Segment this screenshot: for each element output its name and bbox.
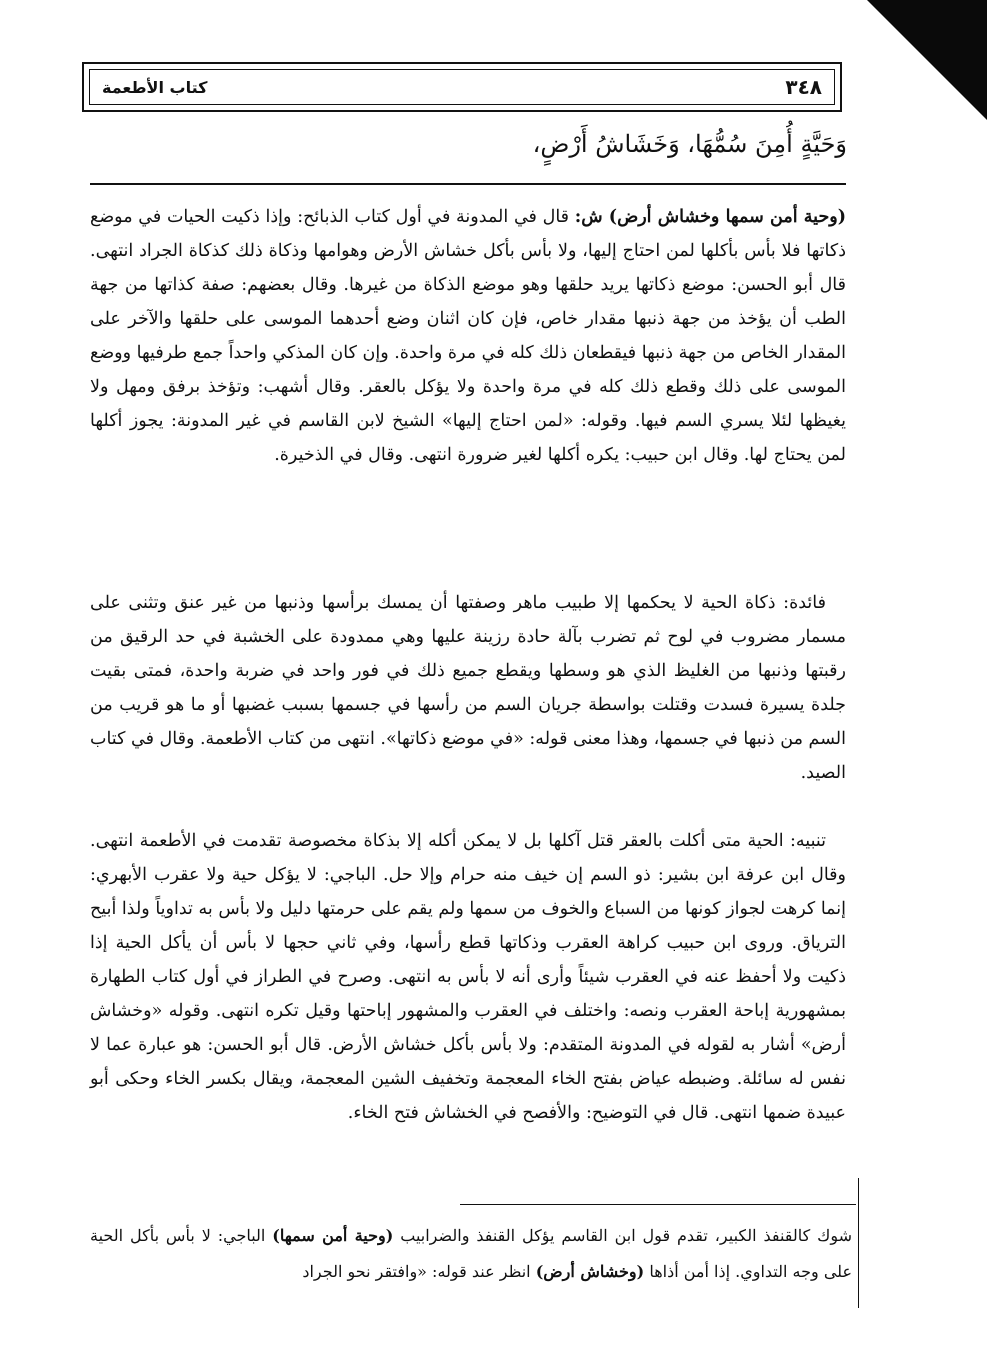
commentary-text: تنبيه: الحية متى أكلت بالعقر قتل آكلها بل لا يمكن أكله إلا بذكاة مخصوصة تقدمت في الأطعمة انتهى. وقال ابن عرفة ابن بشير: ذو السم إن خيف منه حرام وإلا حل. الباجي: لا يؤكل حية ولا عقرب الأبهري: إنما كرهت لجواز كونها من السباع والخوف من سمها ولم يقم على حرمتها دليل ولا بأس به تداوياً ولذا أبيح الترياق. وروى ابن حبيب كراهة العقرب وذكاتها قطع رأسها، وفي ثاني حجها لا بأس أن يأكل الحية إذا ذكيت ولا أحفظ عنه في العقرب شيئاً وأرى أنه لا بأس به انتهى. وصرح في الطراز في أول كتاب الطهارة بمشهورية إباحة العقرب ونصه: واختلف في العقرب والمشهور إباحتها وقيل تكره انتهى. وقوله «وخشاش أرض» أشار به لقوله في المدونة المتقدم: ولا بأس بأكل خشاش الأرض. قال أبو الحسن: هو عبارة عما لا نفس له سائلة. وضبطه عياض بفتح الخاء المعجمة وتخفيف الشين المعجمة، ويقال بكسر الخاء وحكى أبو عبيدة ضمها انتهى. قال في التوضيح: والأفصح في الخشاش فتح الخاء. [90, 831, 846, 1123]
footnote-divider [460, 1204, 856, 1205]
book-chapter-title: كتاب الأطعمة [102, 77, 208, 97]
corner-scan-mark [867, 0, 987, 120]
footnote-text: انظر عند قوله: «وافتقر نحو الجراد [302, 1262, 536, 1281]
matn-text: وَحَيَّةٍ أُمِنَ سُمُّهَا، وَخَشَاشُ أَرْضٍ، [532, 130, 847, 158]
footnote [90, 1218, 852, 1290]
page-header [82, 62, 842, 112]
commentary-paragraph-2 [90, 586, 846, 790]
commentary-text: قال في المدونة في أول كتاب الذبائح: وإذا ذكيت الحيات في موضع ذكاتها فلا بأس بأكلها لمن احتاج إليها، ولا بأس بأكل خشاش الأرض وهوامها وذكاة ذلك كذكاة الجراد انتهى. قال أبو الحسن: موضع ذكاتها يريد حلقها وهو موضع الذكاة من غيرها. وقال بعضهم: صفة كذاتها من جهة الطب أن يؤخذ من جهة ذنبها مقدار خاص، فإن كان اثنان وضع أحدهما الموسى على حلقها والآخر على المقدار الخاص من جهة ذنبها فيقطعان ذلك كله في مرة واحدة. وإن كان المذكي واحداً جمع طرفيها ووضع الموسى على ذلك وقطع ذلك كله في مرة واحدة ولا يؤكل بالعقر. وقال أشهب: وتؤخذ برفق ومهل ولا يغيظها لئلا يسري السم فيها. وقوله: «لمن احتاج إليها» الشيخ لابن القاسم في غير المدونة: يجوز أكلها لمن يحتاج لها. وقال ابن حبيب: يكره أكلها لغير ضرورة انتهى. وقال في الذخيرة. [90, 207, 846, 465]
matn-divider [90, 183, 846, 185]
commentary-paragraph-1 [90, 200, 846, 472]
commentary-text: فائدة: ذكاة الحية لا يحكمها إلا طبيب ماهر وصفتها أن يمسك برأسها وذنبها من غير عنق وتثنى على مسمار مضروب في لوح ثم تضرب بآلة حادة رزينة عليها وهي ممدودة على الخشبة في حد الرقيق من رقبتها وذنبها من الغليظ الذي هو وسطها ويقطع جميع ذلك في فور واحد في ضربة واحدة، فمتى بقيت جلدة يسيرة فسدت وقتلت بواسطة جريان السم من رأسها في جسمها بسبب غضبها أو ما هو قريب من السم من ذنبها في جسمها، وهذا معنى قوله: «في موضع ذكاتها». انتهى من كتاب الأطعمة. وقال في كتاب الصيد. [90, 593, 846, 783]
page-number: ٣٤٨ [785, 75, 822, 99]
footnote-lemma: (وخشاش أرض) [535, 1262, 645, 1281]
commentary-lemma: (وحية أمن سمها وخشاش أرض) ش: [574, 207, 846, 227]
footnote-text: شوك كالقنفذ الكبير، تقدم قول ابن القاسم يؤكل القنفذ والضرابيب [393, 1226, 853, 1245]
page-header-inner [89, 69, 835, 105]
commentary-paragraph-3 [90, 824, 846, 1130]
footnote-lemma: (وحية أمن سمها) [272, 1226, 394, 1245]
footnote-text: الباجي: لا بأس بأكل الحية على وجه التداوي. إذا أمن أذاها [90, 1226, 852, 1281]
footnote-side-rule [858, 1178, 859, 1308]
